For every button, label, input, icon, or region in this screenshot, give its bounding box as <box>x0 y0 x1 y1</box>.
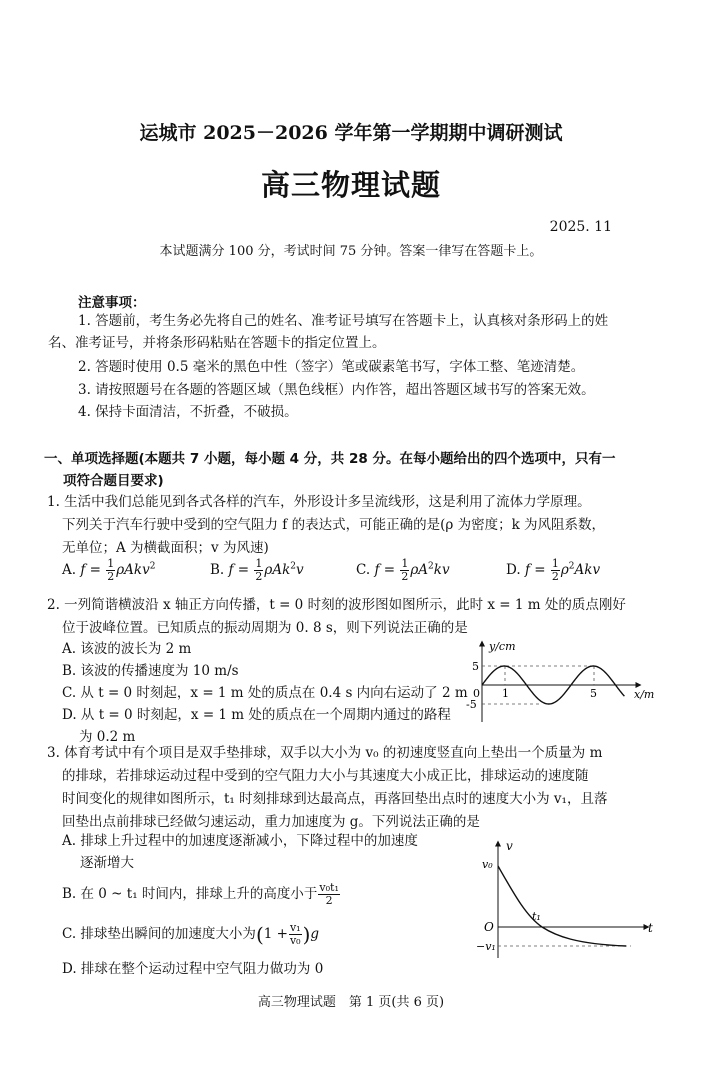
section-heading-line-2: 项符合题目要求) <box>63 473 164 489</box>
exam-intro: 本试题满分 100 分，考试时间 75 分钟。答案一律写在答题卡上。 <box>159 244 543 259</box>
exam-date: 2025. 11 <box>549 219 612 235</box>
wave-x5-label: 5 <box>590 687 597 700</box>
wave-ylabel: y/cm <box>489 640 516 653</box>
fraction: $\frac{1}{2}$ <box>255 557 263 583</box>
question-2-line-1: 2. 一列简谐横波沿 x 轴正方向传播，t = 0 时刻的波形图如图所示，此时 x = 1 m 处的质点刚好 <box>47 597 626 613</box>
q2-option-b: B. 该波的传播速度为 10 m/s <box>62 663 239 679</box>
q2-option-d-line-2: 为 0.2 m <box>79 729 136 745</box>
fraction: $\frac{1}{2}$ <box>401 557 409 583</box>
notice-item-3: 3. 请按照题号在各题的答题区域（黑色线框）内作答，超出答题区域书写的答案无效。 <box>78 382 595 398</box>
question-3-line-4: 回垫出点前排球已经做匀速运动，重力加速度为 g。下列说法正确的是 <box>62 814 480 830</box>
question-1-line-1: 1. 生活中我们总能见到各式各样的汽车，外形设计多呈流线形，这是利用了流体力学原理。 <box>47 494 591 510</box>
q3-option-b: B. 在 0 ~ t₁ 时间内，排球上升的高度小于 $\frac{\text{v₀t₁}}{2}$ <box>62 881 339 907</box>
neg-v1-label: −v₁ <box>476 940 496 953</box>
notice-item-4: 4. 保持卡面清洁，不折叠，不破损。 <box>78 404 298 420</box>
notice-item-1-line-2: 名、准考证号，并将条形码粘贴在答题卡的指定位置上。 <box>48 335 386 351</box>
velocity-graph <box>476 836 662 960</box>
q1-option-d: D. f = $\frac{1}{2}$ $\rho^2Akv$ <box>506 557 601 583</box>
q2-option-a: A. 该波的波长为 2 m <box>62 641 192 657</box>
q3-option-a-line-2: 逐渐增大 <box>80 855 134 871</box>
question-1-line-3: 无单位；A 为横截面积；v 为风速) <box>62 540 269 556</box>
t1-label: t₁ <box>532 910 541 923</box>
wave-x1-label: 1 <box>502 687 509 700</box>
fraction: $\frac{1}{2}$ <box>107 557 115 583</box>
v-axis-label: v <box>506 839 513 853</box>
origin-label: O <box>484 920 494 934</box>
q1-option-a: A. f = $\frac{1}{2}$ ρAkv$^2$ <box>62 557 156 583</box>
fraction: $\frac{\text{v₁}}{\text{v₀}}$ <box>289 921 301 947</box>
subject-title: 高三物理试题 <box>260 168 441 202</box>
fraction: $\frac{1}{2}$ <box>551 557 559 583</box>
question-2-line-2: 位于波峰位置。已知质点的振动周期为 0. 8 s，则下列说法正确的是 <box>62 620 468 636</box>
velocity-curve <box>498 866 626 946</box>
notice-item-2: 2. 答题时使用 0.5 毫米的黑色中性（签字）笔或碳素笔书写，字体工整、笔迹清楚。 <box>78 359 585 375</box>
question-3-line-3: 时间变化的规律如图所示，t₁ 时刻排球到达最高点，再落回垫出点时的速度大小为 v₁，且落 <box>62 791 608 807</box>
wave-xlabel: x/m <box>634 688 655 701</box>
wave-graph <box>462 636 662 726</box>
q2-option-d-line-1: D. 从 t = 0 时刻起，x = 1 m 处的质点在一个周期内通过的路程 <box>62 707 451 723</box>
question-2 <box>47 594 659 640</box>
v0-label: v₀ <box>482 858 493 871</box>
section-heading-line-1: 一、单项选择题(本题共 7 小题，每小题 4 分，共 28 分。在每小题给出的四个选项中，只有一 <box>44 451 616 467</box>
q3-option-c: C. 排球垫出瞬间的加速度大小为(1 + $\frac{\text{v₁}}{\text{v₀}}$ )g <box>62 921 320 947</box>
question-1-line-2: 下列关于汽车行驶中受到的空气阻力 f 的表达式，可能正确的是(ρ 为密度；k 为风阻系数， <box>62 517 606 533</box>
wave-origin-label: 0 <box>473 687 480 700</box>
t-axis-label: t <box>648 921 653 935</box>
notice-item-1-line-1: 1. 答题前，考生务必先将自己的姓名、准考证号填写在答题卡上，认真核对条形码上的姓 <box>78 313 609 329</box>
fraction: $\frac{\text{v₀t₁}}{2}$ <box>319 881 339 907</box>
q3-option-d: D. 排球在整个运动过程中空气阻力做功为 0 <box>62 961 324 977</box>
question-3-line-2: 的排球，若排球运动过程中受到的空气阻力大小与其速度大小成正比，排球运动的速度随 <box>62 768 589 784</box>
wave-y-pos-label: 5 <box>472 660 479 673</box>
exam-title: 运城市 2025－2026 学年第一学期期中调研测试 <box>139 122 563 144</box>
wave-y-neg-label: -5 <box>466 698 477 711</box>
question-3 <box>47 742 659 834</box>
q3-option-a-line-1: A. 排球上升过程中的加速度逐渐减小，下降过程中的加速度 <box>62 833 418 849</box>
q2-option-c: C. 从 t = 0 时刻起，x = 1 m 处的质点在 0.4 s 内向右运动了 2 m <box>62 685 468 701</box>
question-3-line-1: 3. 体育考试中有个项目是双手垫排球，双手以大小为 v₀ 的初速度竖直向上垫出一个质量为 m <box>47 745 603 761</box>
page-footer: 高三物理试题 第 1 页(共 6 页) <box>257 995 445 1010</box>
question-1 <box>47 491 659 560</box>
q1-option-b: B. f = $\frac{1}{2}$ ρAk$^2$v <box>210 557 304 583</box>
section-heading <box>44 448 664 492</box>
q1-option-c: C. f = $\frac{1}{2}$ $\rho A^2kv$ <box>356 557 450 583</box>
notice-heading: 注意事项： <box>78 295 146 311</box>
